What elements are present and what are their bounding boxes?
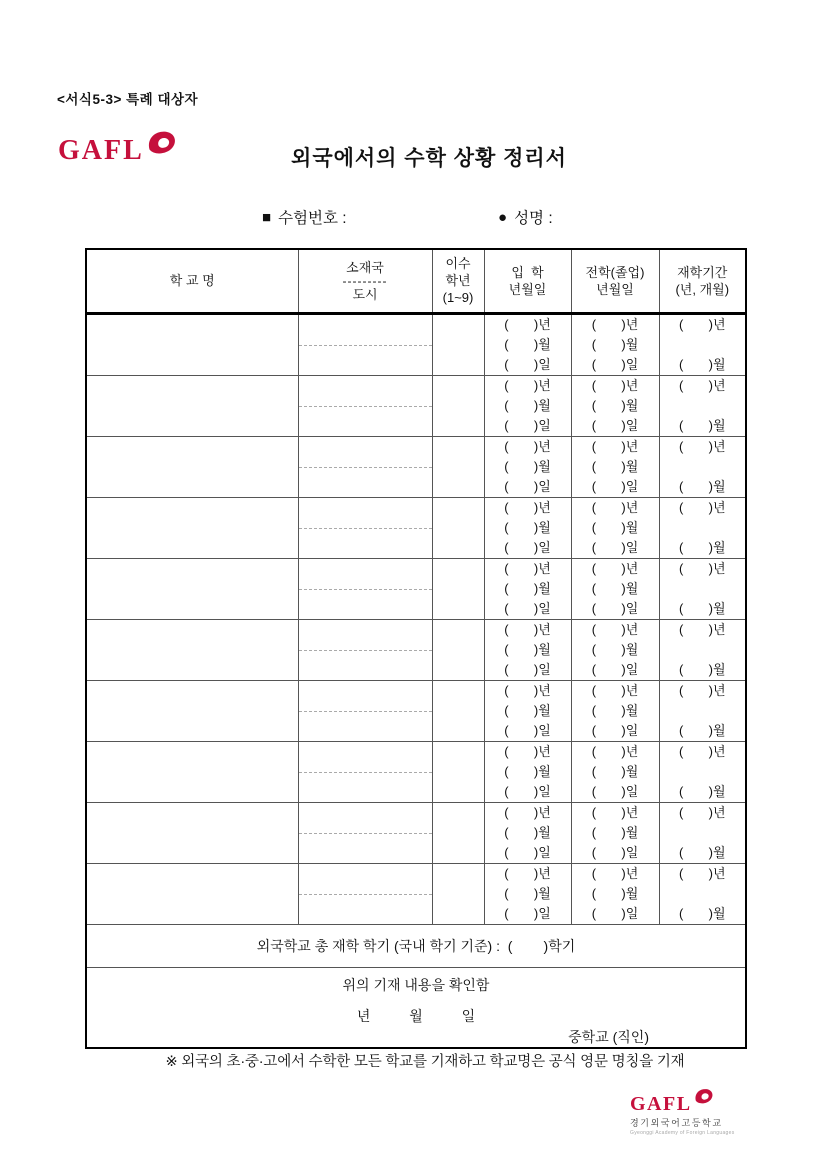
country-city-cell (298, 313, 432, 375)
transfer-date-cell: ( )년 ( )월 ( )일 (571, 497, 659, 558)
table-row (86, 619, 746, 680)
country-city-cell (298, 558, 432, 619)
total-semesters-row (86, 924, 746, 967)
confirmation-row (86, 967, 746, 1048)
enrollment-period-cell: ( )년 ( )월 (659, 680, 746, 741)
country-city-cell (298, 802, 432, 863)
name-field-label (498, 206, 553, 228)
enrollment-period-cell: ( )년 ( )월 (659, 863, 746, 924)
school-name-cell (86, 619, 298, 680)
col-header-country-city (298, 249, 432, 313)
admission-date-cell: ( )년 ( )월 ( )일 (484, 802, 571, 863)
school-stamp-label: 중학교 (직인) (568, 1028, 649, 1045)
table-row (86, 863, 746, 924)
grade-cell (432, 863, 484, 924)
col-header-transfer-date: 전학(졸업) 년월일 (571, 249, 659, 313)
table-row (86, 436, 746, 497)
grade-cell (432, 313, 484, 375)
enrollment-period-cell: ( )년 ( )월 (659, 558, 746, 619)
enrollment-period-cell: ( )년 ( )월 (659, 313, 746, 375)
table-row (86, 558, 746, 619)
transfer-date-cell: ( )년 ( )월 ( )일 (571, 863, 659, 924)
total-semesters-cell: 외국학교 총 재학 학기 (국내 학기 기준) : ( )학기 (86, 924, 746, 967)
country-city-cell (298, 375, 432, 436)
dashed-divider-line (299, 467, 432, 468)
transfer-date-cell: ( )년 ( )월 ( )일 (571, 741, 659, 802)
country-city-divider: --------- (342, 273, 388, 288)
admission-date-cell: ( )년 ( )월 ( )일 (484, 558, 571, 619)
table-header-row (86, 249, 746, 313)
transfer-date-cell: ( )년 ( )월 ( )일 (571, 802, 659, 863)
footnote: ※ 외국의 초·중·고에서 수학한 모든 학교를 기재하고 학교명은 공식 영문 명칭을 기재 (165, 1054, 685, 1070)
grade-cell (432, 558, 484, 619)
country-label: 소재국 (346, 259, 384, 275)
enrollment-period-cell: ( )년 ( )월 (659, 741, 746, 802)
enrollment-period-cell: ( )년 ( )월 (659, 375, 746, 436)
dashed-divider-line (299, 589, 432, 590)
school-name-cell (86, 802, 298, 863)
col-header-school-name: 학 교 명 (86, 249, 298, 313)
dashed-divider-line (299, 528, 432, 529)
page-title: 외국에서의 수학 상황 정리서 (291, 147, 567, 170)
dashed-divider-line (299, 650, 432, 651)
grade-cell (432, 436, 484, 497)
school-name-cell (86, 863, 298, 924)
table-row (86, 497, 746, 558)
table-row (86, 375, 746, 436)
grade-cell (432, 741, 484, 802)
study-abroad-table (85, 248, 747, 1049)
dashed-divider-line (299, 894, 432, 895)
enrollment-period-cell: ( )년 ( )월 (659, 802, 746, 863)
enrollment-period-cell: ( )년 ( )월 (659, 436, 746, 497)
table-row (86, 313, 746, 375)
country-city-cell (298, 741, 432, 802)
transfer-date-cell: ( )년 ( )월 ( )일 (571, 558, 659, 619)
enrollment-period-cell: ( )년 ( )월 (659, 497, 746, 558)
confirmation-text: 위의 기재 내용을 확인함 (342, 976, 490, 993)
admission-date-cell: ( )년 ( )월 ( )일 (484, 313, 571, 375)
gafl-footer-logo-text: GAFL (630, 1093, 692, 1115)
table-row (86, 802, 746, 863)
country-city-cell (298, 497, 432, 558)
gafl-logo-text: GAFL (58, 135, 144, 166)
admission-date-cell: ( )년 ( )월 ( )일 (484, 375, 571, 436)
admission-date-cell: ( )년 ( )월 ( )일 (484, 497, 571, 558)
dashed-divider-line (299, 711, 432, 712)
admission-date-cell: ( )년 ( )월 ( )일 (484, 680, 571, 741)
name-label: 성명 : (514, 210, 553, 227)
dashed-divider-line (299, 345, 432, 346)
filled-circle-icon: ● (498, 208, 508, 226)
col-header-enrollment-period: 재학기간 (년, 개월) (659, 249, 746, 313)
country-city-cell (298, 863, 432, 924)
admission-date-cell: ( )년 ( )월 ( )일 (484, 436, 571, 497)
filled-square-icon: ■ (262, 208, 272, 226)
grade-cell (432, 802, 484, 863)
table-body (86, 313, 746, 924)
col-header-completed-grade: 이수 학년 (1~9) (432, 249, 484, 313)
grade-cell (432, 375, 484, 436)
country-city-cell (298, 680, 432, 741)
admission-date-cell: ( )년 ( )월 ( )일 (484, 741, 571, 802)
dashed-divider-line (299, 406, 432, 407)
school-name-cell (86, 497, 298, 558)
col-header-admission-date: 입 학 년월일 (484, 249, 571, 313)
country-city-cell (298, 436, 432, 497)
gafl-footer-logo (630, 1093, 760, 1136)
confirmation-cell (86, 967, 746, 1048)
school-name-korean: 경기외국어고등학교 (630, 1118, 723, 1128)
transfer-date-cell: ( )년 ( )월 ( )일 (571, 375, 659, 436)
grade-cell (432, 680, 484, 741)
exam-number-field-label (262, 206, 347, 228)
school-name-cell (86, 741, 298, 802)
country-city-cell (298, 619, 432, 680)
school-name-cell (86, 375, 298, 436)
table-row (86, 680, 746, 741)
city-label: 도시 (352, 286, 378, 302)
gafl-footer-leaf-icon (694, 1088, 714, 1105)
dashed-divider-line (299, 772, 432, 773)
school-name-cell (86, 436, 298, 497)
admission-date-cell: ( )년 ( )월 ( )일 (484, 619, 571, 680)
table-row (86, 741, 746, 802)
transfer-date-cell: ( )년 ( )월 ( )일 (571, 619, 659, 680)
transfer-date-cell: ( )년 ( )월 ( )일 (571, 313, 659, 375)
school-name-english: Gyeonggi Academy of Foreign Languages (630, 1130, 735, 1136)
school-name-cell (86, 558, 298, 619)
school-name-cell (86, 313, 298, 375)
enrollment-period-cell: ( )년 ( )월 (659, 619, 746, 680)
date-blank-line: 년 월 일 (356, 1007, 476, 1024)
dashed-divider-line (299, 833, 432, 834)
grade-cell (432, 497, 484, 558)
school-name-cell (86, 680, 298, 741)
transfer-date-cell: ( )년 ( )월 ( )일 (571, 680, 659, 741)
exam-number-label: 수험번호 : (278, 210, 347, 227)
admission-date-cell: ( )년 ( )월 ( )일 (484, 863, 571, 924)
transfer-date-cell: ( )년 ( )월 ( )일 (571, 436, 659, 497)
form-number-label: <서식5-3> 특례 대상자 (57, 92, 199, 107)
grade-cell (432, 619, 484, 680)
